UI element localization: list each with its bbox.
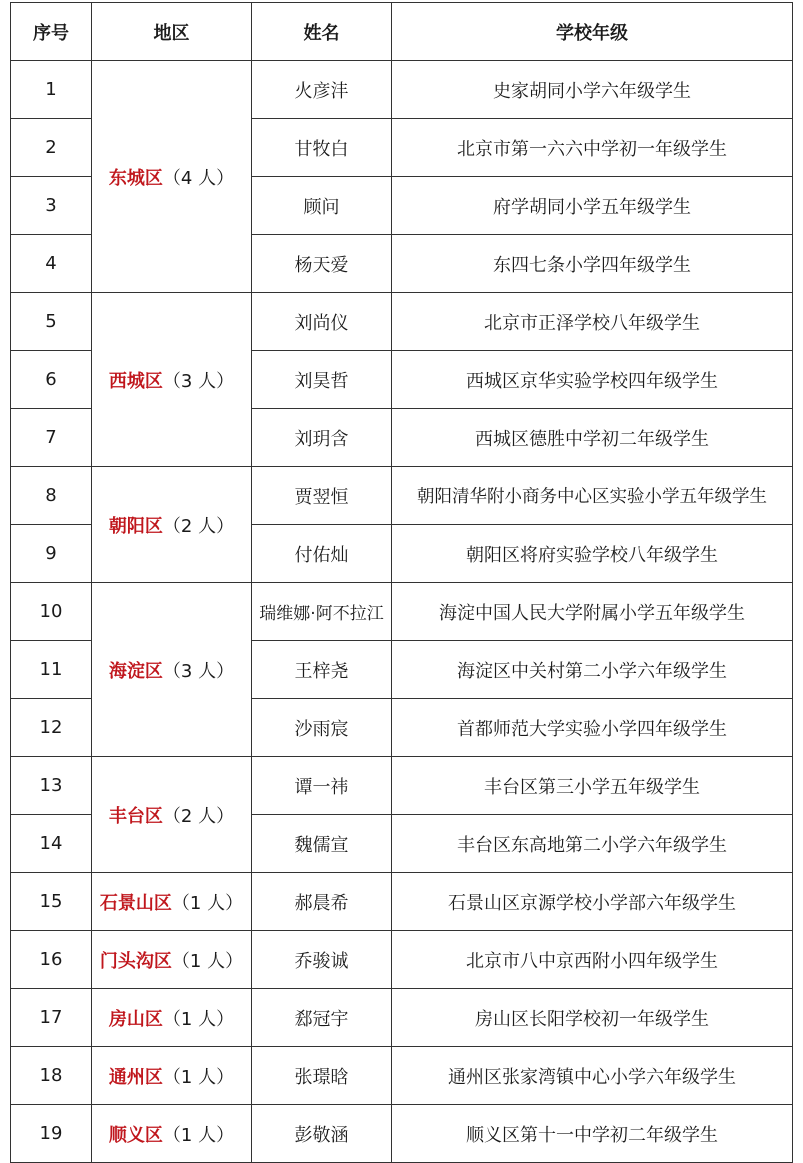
student-name: 谭一祎 bbox=[252, 757, 392, 815]
school-grade: 首都师范大学实验小学四年级学生 bbox=[392, 699, 793, 757]
row-index: 18 bbox=[11, 1047, 92, 1105]
table-header bbox=[11, 3, 793, 61]
region-count: （3 人） bbox=[162, 370, 235, 392]
school-grade: 朝阳区将府实验学校八年级学生 bbox=[392, 525, 793, 583]
student-name: 张璟晗 bbox=[252, 1047, 392, 1105]
region-name: 门头沟区 bbox=[99, 950, 172, 972]
table-body bbox=[11, 61, 793, 1163]
school-grade: 北京市八中京西附小四年级学生 bbox=[392, 931, 793, 989]
region-cell bbox=[92, 989, 252, 1047]
row-index: 8 bbox=[11, 467, 92, 525]
table-row bbox=[11, 1105, 793, 1163]
school-grade: 朝阳清华附小商务中心区实验小学五年级学生 bbox=[392, 467, 793, 525]
row-index: 16 bbox=[11, 931, 92, 989]
region-count: （2 人） bbox=[162, 805, 235, 827]
region-name: 通州区 bbox=[108, 1066, 163, 1088]
school-grade: 石景山区京源学校小学部六年级学生 bbox=[392, 873, 793, 931]
region-cell bbox=[92, 61, 252, 293]
row-index: 6 bbox=[11, 351, 92, 409]
row-index: 12 bbox=[11, 699, 92, 757]
region-count: （1 人） bbox=[162, 1008, 235, 1030]
student-name: 贾翌恒 bbox=[252, 467, 392, 525]
school-grade: 北京市正泽学校八年级学生 bbox=[392, 293, 793, 351]
student-name: 郄冠宇 bbox=[252, 989, 392, 1047]
school-grade: 丰台区第三小学五年级学生 bbox=[392, 757, 793, 815]
table-row bbox=[11, 989, 793, 1047]
school-grade: 府学胡同小学五年级学生 bbox=[392, 177, 793, 235]
student-table bbox=[10, 2, 793, 1163]
header-index: 序号 bbox=[11, 3, 92, 61]
header-region: 地区 bbox=[92, 3, 252, 61]
region-name: 石景山区 bbox=[99, 892, 172, 914]
row-index: 17 bbox=[11, 989, 92, 1047]
row-index: 4 bbox=[11, 235, 92, 293]
row-index: 2 bbox=[11, 119, 92, 177]
student-name: 顾问 bbox=[252, 177, 392, 235]
header-row bbox=[11, 3, 793, 61]
student-name: 刘玥含 bbox=[252, 409, 392, 467]
row-index: 11 bbox=[11, 641, 92, 699]
region-cell bbox=[92, 467, 252, 583]
student-name: 杨天爱 bbox=[252, 235, 392, 293]
region-count: （1 人） bbox=[162, 1124, 235, 1146]
region-cell bbox=[92, 583, 252, 757]
row-index: 7 bbox=[11, 409, 92, 467]
row-index: 3 bbox=[11, 177, 92, 235]
table-row bbox=[11, 1047, 793, 1105]
region-cell bbox=[92, 931, 252, 989]
student-name: 王梓尧 bbox=[252, 641, 392, 699]
school-grade: 顺义区第十一中学初二年级学生 bbox=[392, 1105, 793, 1163]
region-name: 房山区 bbox=[108, 1008, 163, 1030]
school-grade: 海淀区中关村第二小学六年级学生 bbox=[392, 641, 793, 699]
student-name: 甘牧白 bbox=[252, 119, 392, 177]
table-row bbox=[11, 61, 793, 119]
school-grade: 北京市第一六六中学初一年级学生 bbox=[392, 119, 793, 177]
student-name: 彭敬涵 bbox=[252, 1105, 392, 1163]
region-name: 海淀区 bbox=[108, 660, 163, 682]
row-index: 5 bbox=[11, 293, 92, 351]
table-row bbox=[11, 931, 793, 989]
row-index: 15 bbox=[11, 873, 92, 931]
student-name: 付佑灿 bbox=[252, 525, 392, 583]
row-index: 9 bbox=[11, 525, 92, 583]
row-index: 13 bbox=[11, 757, 92, 815]
table-row bbox=[11, 757, 793, 815]
school-grade: 东四七条小学四年级学生 bbox=[392, 235, 793, 293]
region-count: （1 人） bbox=[171, 950, 244, 972]
table-row bbox=[11, 583, 793, 641]
header-school-grade: 学校年级 bbox=[392, 3, 793, 61]
region-cell bbox=[92, 757, 252, 873]
student-list-sheet bbox=[10, 2, 793, 1163]
student-name: 瑞维娜·阿不拉江 bbox=[252, 583, 392, 641]
school-grade: 房山区长阳学校初一年级学生 bbox=[392, 989, 793, 1047]
row-index: 14 bbox=[11, 815, 92, 873]
student-name: 沙雨宸 bbox=[252, 699, 392, 757]
region-count: （4 人） bbox=[162, 167, 235, 189]
school-grade: 西城区德胜中学初二年级学生 bbox=[392, 409, 793, 467]
region-name: 东城区 bbox=[108, 167, 163, 189]
region-name: 朝阳区 bbox=[108, 515, 163, 537]
region-name: 西城区 bbox=[108, 370, 163, 392]
student-name: 刘昊哲 bbox=[252, 351, 392, 409]
region-count: （2 人） bbox=[162, 515, 235, 537]
header-name: 姓名 bbox=[252, 3, 392, 61]
region-count: （3 人） bbox=[162, 660, 235, 682]
table-row bbox=[11, 293, 793, 351]
student-name: 乔骏诚 bbox=[252, 931, 392, 989]
region-cell bbox=[92, 873, 252, 931]
row-index: 19 bbox=[11, 1105, 92, 1163]
row-index: 1 bbox=[11, 61, 92, 119]
row-index: 10 bbox=[11, 583, 92, 641]
student-name: 火彦沣 bbox=[252, 61, 392, 119]
student-name: 刘尚仪 bbox=[252, 293, 392, 351]
region-count: （1 人） bbox=[162, 1066, 235, 1088]
region-name: 丰台区 bbox=[108, 805, 163, 827]
school-grade: 西城区京华实验学校四年级学生 bbox=[392, 351, 793, 409]
region-cell bbox=[92, 293, 252, 467]
school-grade: 海淀中国人民大学附属小学五年级学生 bbox=[392, 583, 793, 641]
region-count: （1 人） bbox=[171, 892, 244, 914]
region-cell bbox=[92, 1047, 252, 1105]
region-name: 顺义区 bbox=[108, 1124, 163, 1146]
school-grade: 史家胡同小学六年级学生 bbox=[392, 61, 793, 119]
table-row bbox=[11, 467, 793, 525]
student-name: 魏儒宣 bbox=[252, 815, 392, 873]
school-grade: 丰台区东高地第二小学六年级学生 bbox=[392, 815, 793, 873]
table-row bbox=[11, 873, 793, 931]
student-name: 郝晨希 bbox=[252, 873, 392, 931]
region-cell bbox=[92, 1105, 252, 1163]
school-grade: 通州区张家湾镇中心小学六年级学生 bbox=[392, 1047, 793, 1105]
